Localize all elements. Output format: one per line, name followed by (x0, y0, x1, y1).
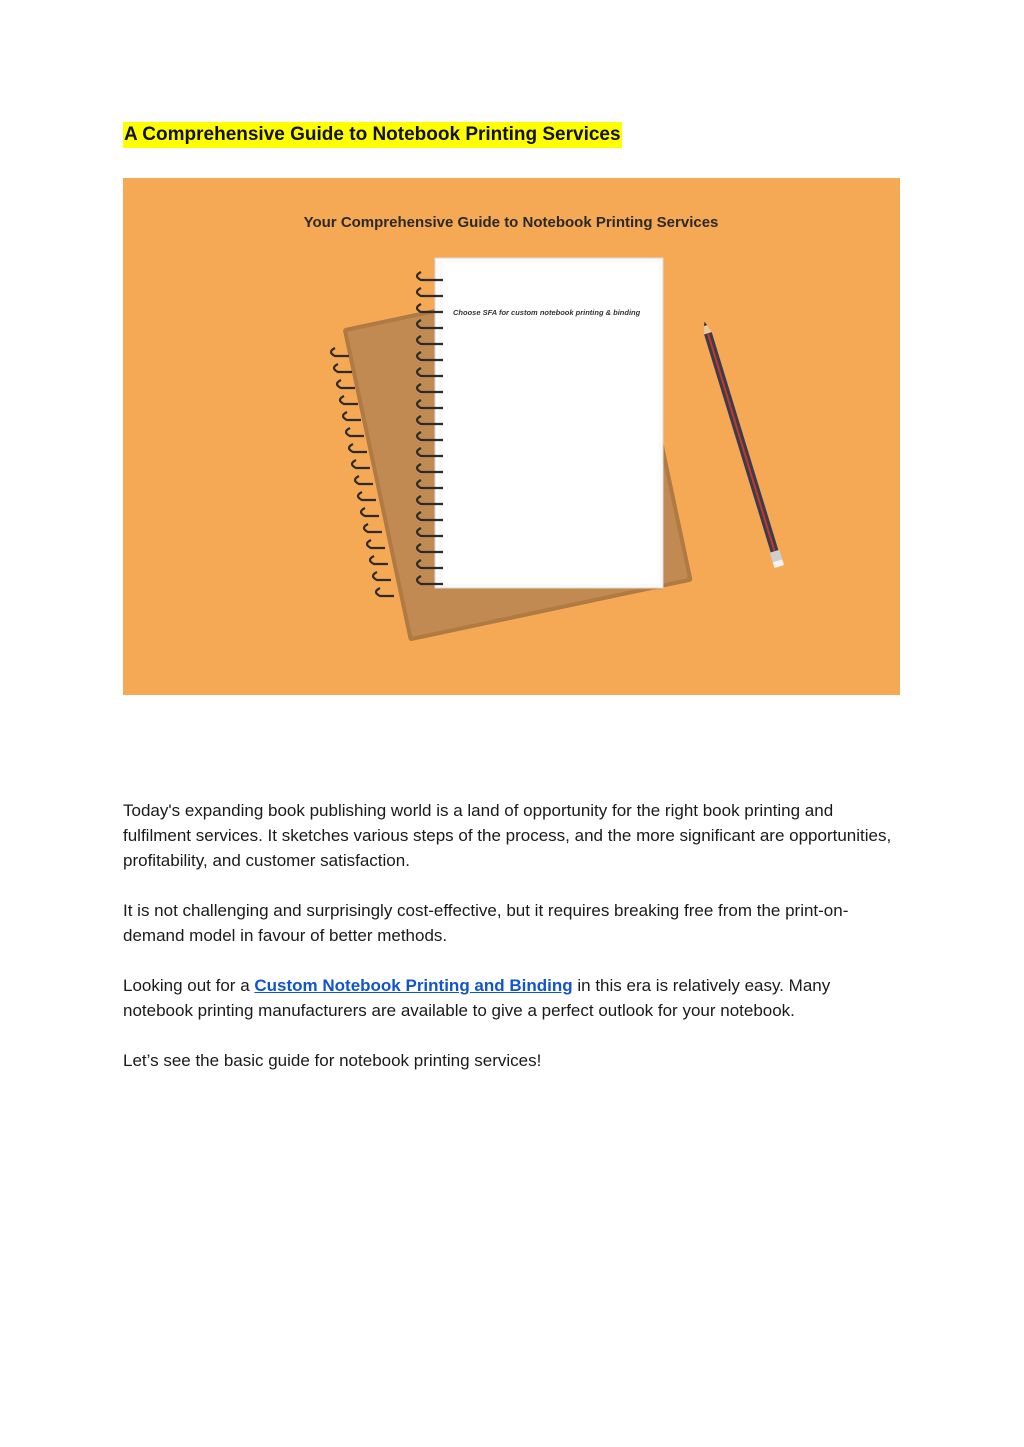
paragraph-intro: Today's expanding book publishing world is a land of opportunity for the right book printing and fulfilment services. It sketches various steps of the process, and the more significant are opportunities, profitability, and customer satisfaction. (123, 801, 892, 870)
paragraph-guide-intro: Let’s see the basic guide for notebook printing services! (123, 1051, 542, 1070)
custom-notebook-printing-link[interactable]: Custom Notebook Printing and Binding (254, 976, 573, 995)
paragraph-custom-printing (123, 973, 903, 1023)
article-body (123, 798, 903, 1098)
notebook-caption: Choose SFA for custom notebook printing & binding (453, 308, 641, 317)
hero-image (123, 178, 900, 695)
hero-heading: Your Comprehensive Guide to Notebook Printing Services (303, 214, 719, 231)
paragraph-text-after-link: in this era is relatively easy. Many notebook printing manufacturers are available to give a perfect outlook for your notebook. (123, 976, 831, 1020)
paragraph-text-before-link: Looking out for a (123, 976, 255, 995)
paragraph-cost: It is not challenging and surprisingly cost-effective, but it requires breaking free from the print-on-demand model in favour of better methods. (123, 901, 849, 945)
document-title: A Comprehensive Guide to Notebook Printing Services (123, 122, 622, 148)
